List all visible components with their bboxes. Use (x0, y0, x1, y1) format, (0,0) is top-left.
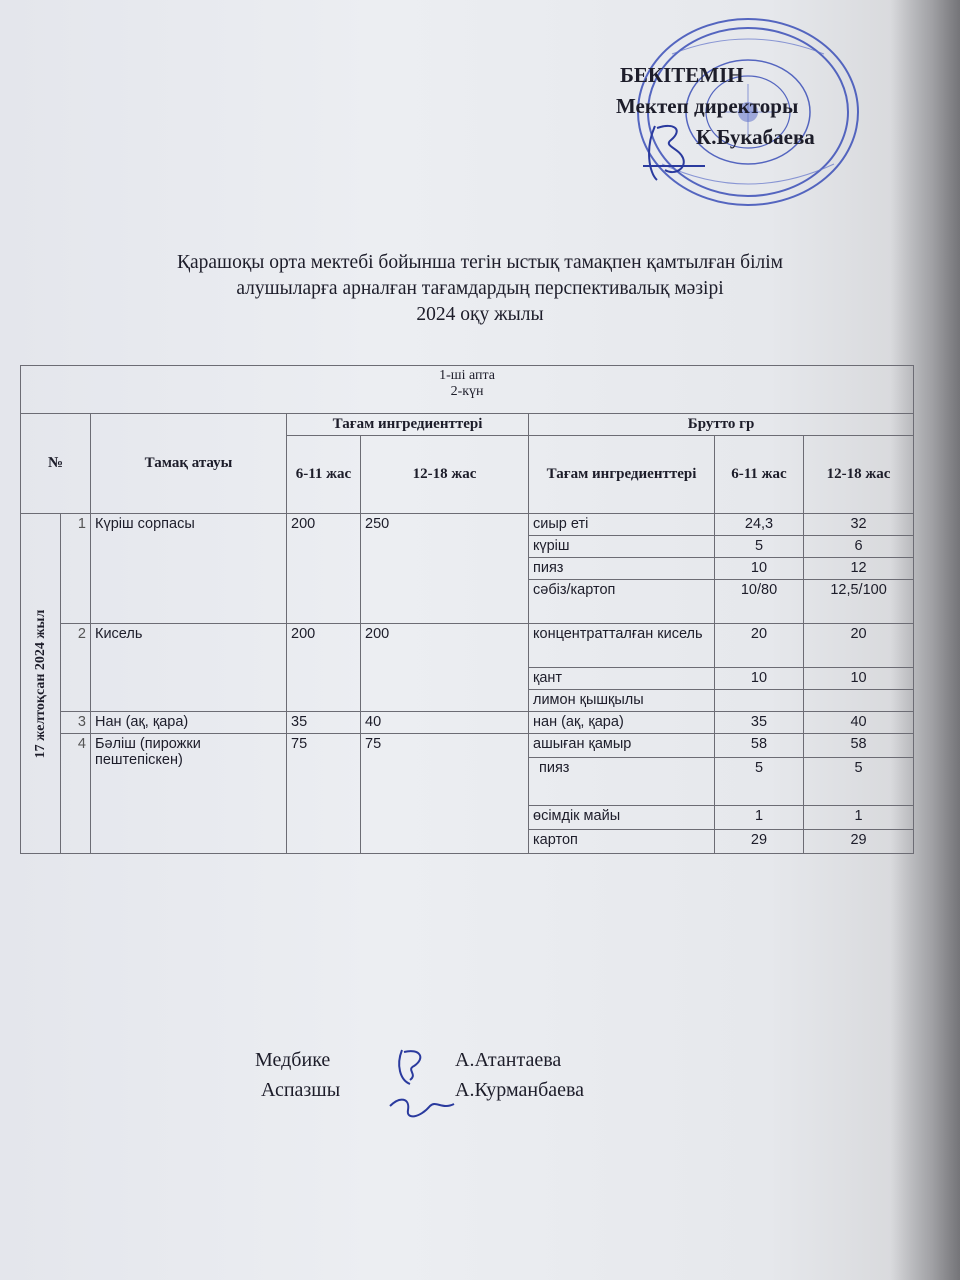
ingredient-name: сиыр еті (529, 514, 715, 536)
ingredient-brutto-12-18: 5 (804, 758, 914, 806)
ingredient-brutto-6-11: 5 (715, 758, 804, 806)
nurse-role: Медбике (255, 1049, 331, 1071)
director-signature (635, 118, 715, 188)
ingredient-brutto-6-11: 1 (715, 806, 804, 830)
day-label: 2-күн (450, 384, 484, 399)
ingredient-brutto-6-11: 10 (715, 668, 804, 690)
ingredient-brutto-12-18 (804, 690, 914, 712)
header-age-6-11: 6-11 жас (287, 436, 361, 514)
approval-director-name: К.Букабаева (696, 125, 815, 149)
dish-qty-6-11: 200 (287, 514, 361, 624)
header-brutto-6-11: 6-11 жас (715, 436, 804, 514)
dish-num: 1 (61, 514, 91, 624)
dish-qty-12-18: 40 (361, 712, 529, 734)
dish-name: Күріш сорпасы (91, 514, 287, 624)
week-label: 1-ші апта (439, 368, 495, 383)
cook-name: А.Курманбаева (455, 1079, 585, 1101)
date-cell (21, 514, 61, 854)
ingredient-name: пияз (529, 558, 715, 580)
dish-num: 4 (61, 734, 91, 854)
ingredient-name: өсімдік майы (529, 806, 715, 830)
ingredient-brutto-6-11: 10 (715, 558, 804, 580)
ingredient-brutto-12-18: 29 (804, 830, 914, 854)
ingredient-brutto-12-18: 1 (804, 806, 914, 830)
header-ingredients-group: Тағам ингредиенттері (287, 414, 529, 436)
dish-qty-12-18: 75 (361, 734, 529, 854)
ingredient-name: пияз (529, 758, 715, 806)
dish-num: 3 (61, 712, 91, 734)
dish-num: 2 (61, 624, 91, 712)
dish-qty-6-11: 75 (287, 734, 361, 854)
header-brutto-group: Брутто гр (529, 414, 914, 436)
header-dish-name: Тамақ атауы (91, 414, 287, 514)
title-line-2: алушыларға арналған тағамдардың перспективалық мәзірі (236, 278, 724, 299)
menu-table (20, 365, 914, 854)
cook-row (255, 1075, 584, 1105)
ingredient-name: концентратталған кисель (529, 624, 715, 668)
ingredient-name: сәбіз/картоп (529, 580, 715, 624)
ingredient-brutto-6-11: 10/80 (715, 580, 804, 624)
document-title (20, 250, 940, 328)
ingredient-brutto-6-11: 29 (715, 830, 804, 854)
title-line-1: Қарашоқы орта мектебі бойынша тегін ыстық тамақпен қамтылған білім (176, 252, 783, 273)
ingredient-brutto-12-18: 40 (804, 712, 914, 734)
dish-qty-12-18: 250 (361, 514, 529, 624)
ingredient-brutto-12-18: 12 (804, 558, 914, 580)
ingredient-brutto-12-18: 58 (804, 734, 914, 758)
ingredient-brutto-6-11: 20 (715, 624, 804, 668)
ingredient-brutto-6-11: 24,3 (715, 514, 804, 536)
cook-role: Аспазшы (261, 1079, 341, 1101)
dish-name: Кисель (91, 624, 287, 712)
ingredient-brutto-12-18: 20 (804, 624, 914, 668)
ingredient-brutto-12-18: 32 (804, 514, 914, 536)
ingredient-name: қант (529, 668, 715, 690)
dish-qty-6-11: 200 (287, 624, 361, 712)
ingredient-name: күріш (529, 536, 715, 558)
signatures-block (255, 1045, 584, 1105)
header-brutto-12-18: 12-18 жас (804, 436, 914, 514)
nurse-name: А.Атантаева (455, 1049, 562, 1071)
week-day-header (21, 366, 914, 414)
nurse-row (255, 1045, 584, 1075)
ingredient-brutto-6-11 (715, 690, 804, 712)
ingredient-name: лимон қышқылы (529, 690, 715, 712)
ingredient-brutto-6-11: 5 (715, 536, 804, 558)
ingredient-brutto-12-18: 12,5/100 (804, 580, 914, 624)
ingredient-name: ашыған қамыр (529, 734, 715, 758)
ingredient-brutto-6-11: 58 (715, 734, 804, 758)
header-age-12-18: 12-18 жас (361, 436, 529, 514)
dish-qty-6-11: 35 (287, 712, 361, 734)
header-ingredients: Тағам ингредиенттері (529, 436, 715, 514)
approval-heading: БЕКІТЕМІН (620, 63, 744, 87)
ingredient-brutto-6-11: 35 (715, 712, 804, 734)
ingredient-name: нан (ақ, қара) (529, 712, 715, 734)
ingredient-name: картоп (529, 830, 715, 854)
approval-position: Мектеп директоры (616, 94, 799, 118)
menu-date: 17 желтоқсан 2024 жыл (32, 609, 48, 758)
dish-name: Нан (ақ, қара) (91, 712, 287, 734)
title-line-3: 2024 оқу жылы (416, 304, 544, 325)
ingredient-brutto-12-18: 6 (804, 536, 914, 558)
dish-qty-12-18: 200 (361, 624, 529, 712)
ingredient-brutto-12-18: 10 (804, 668, 914, 690)
header-num: № (21, 414, 91, 514)
dish-name: Бәліш (пирожки пештепіскен) (91, 734, 287, 854)
